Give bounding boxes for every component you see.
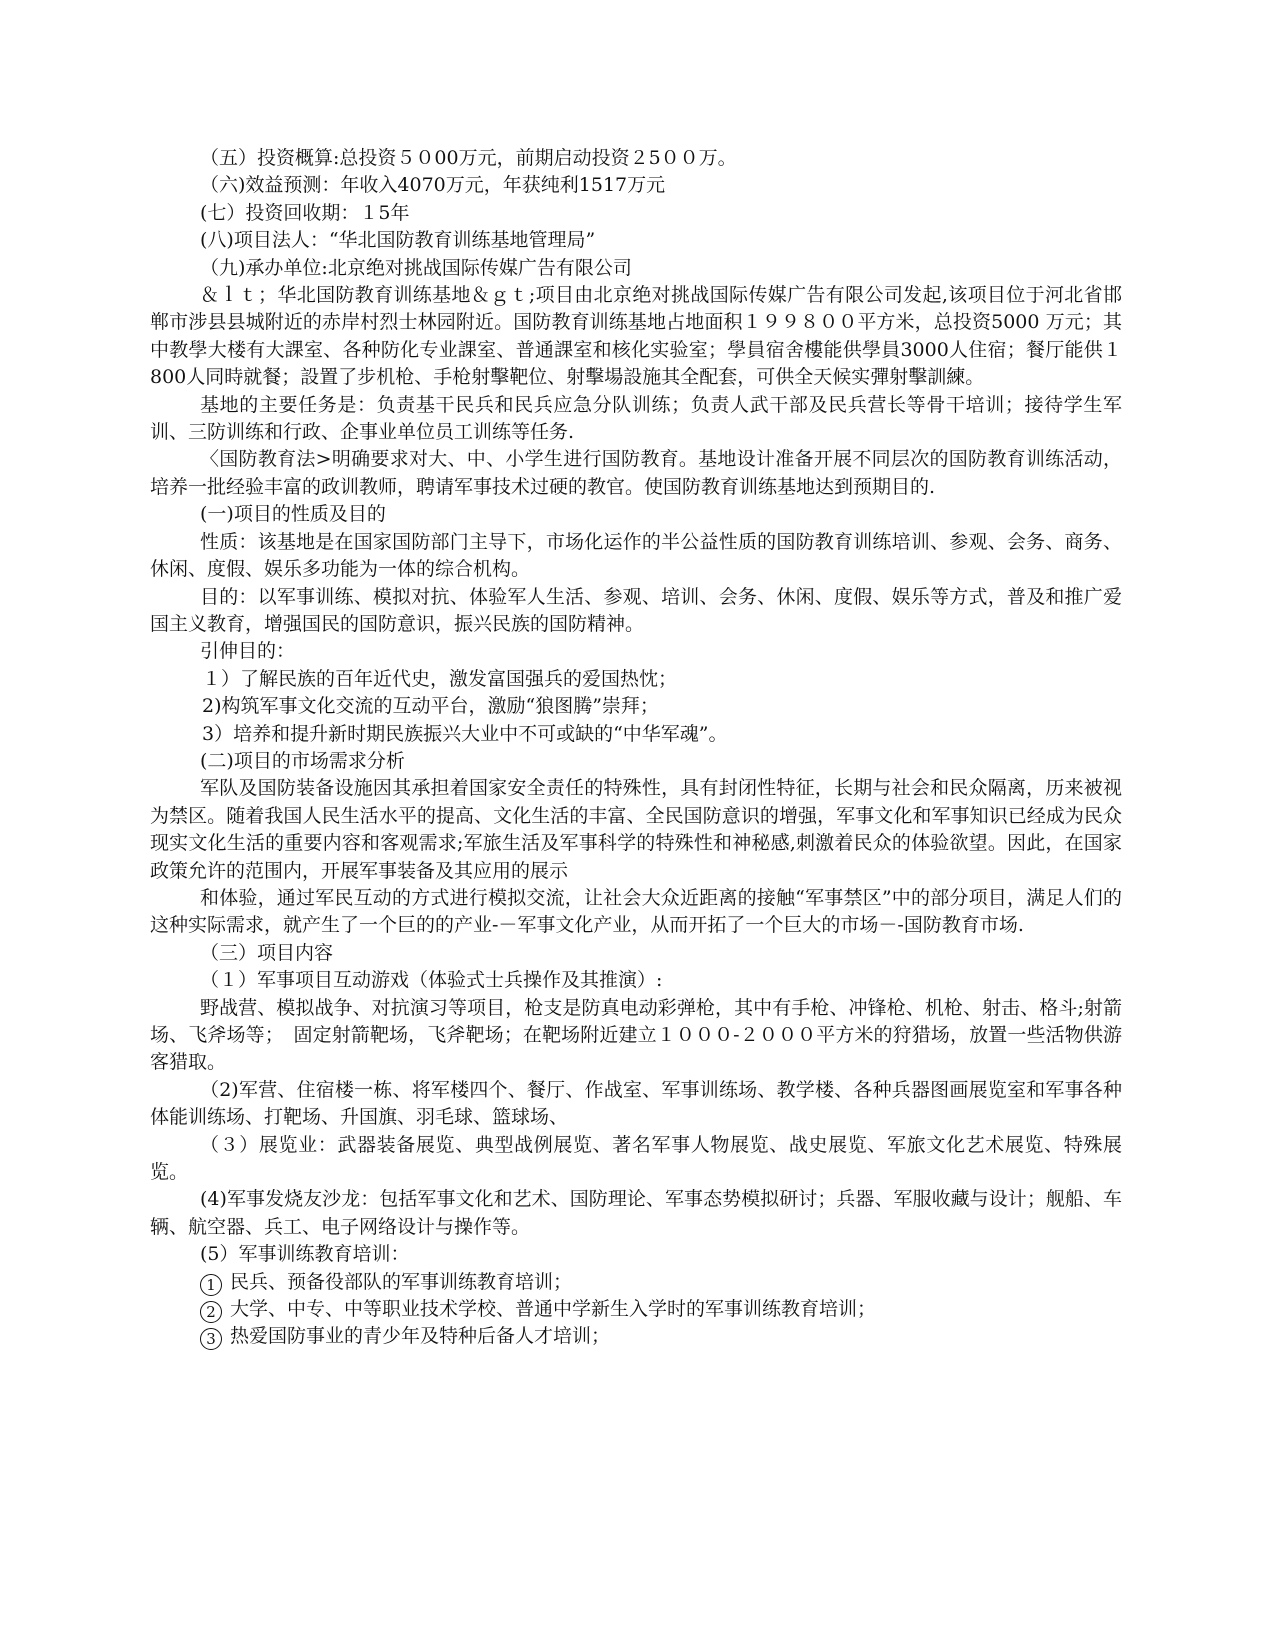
paragraph-legal-person: (八)项目法人：“华北国防教育训练基地管理局” bbox=[200, 229, 596, 252]
document-body bbox=[150, 145, 1122, 1351]
list-item: １）了解民族的百年近代史，激发富国强兵的爱国热忱； bbox=[202, 667, 678, 690]
list-item: 2)构筑军事文化交流的互动平台，激励“狼图腾”崇拜； bbox=[202, 695, 659, 718]
paragraph-market-1: 军队及国防装备设施因其承担着国家安全责任的特殊性，具有封闭性特征，长期与社会和民众隔离，历来被视为禁区。随着我国人民生活水平的提高、文化生活的丰富、全民国防意识的增强，军事文化和军事知识已经成为民众现实文化生活的重要内容和客观需求;军旅生活及军事科学的特殊性和神秘感,刺激着民众的体验欲望。因此，在国家政策允许的范围内，开展军事装备及其应用的展示 bbox=[150, 777, 1122, 882]
heading-market-demand: (二)项目的市场需求分析 bbox=[200, 749, 405, 772]
paragraph-investment: （五）投资概算:总投资５０00万元，前期启动投资２5００万。 bbox=[200, 147, 737, 169]
numbered-item-text: 热爱国防事业的青少年及特种后备人才培训； bbox=[230, 1325, 611, 1348]
circled-number: 2 bbox=[200, 1301, 222, 1323]
paragraph-barracks: （2)军营、住宿楼一栋、将军楼四个、餐厅、作战室、军事训练场、教学楼、各种兵器图画展览室和军事各种体能训练场、打靶场、升国旗、羽毛球、篮球场、 bbox=[150, 1078, 1122, 1129]
heading-nature-purpose: (一)项目的性质及目的 bbox=[200, 503, 386, 526]
heading-training: (5）军事训练教育培训： bbox=[200, 1243, 410, 1266]
paragraph-contractor: （九)承办单位:北京绝对挑战国际传媒广告有限公司 bbox=[200, 256, 632, 279]
paragraph-field-camp: 野战营、模拟战争、对抗演习等项目，枪支是防真电动彩弹枪，其中有手枪、冲锋枪、机枪、射击、格斗;射箭场、飞斧场等； 固定射箭靶场，飞斧靶场；在靶场附近建立１０００-２０００平方米的狩猎场，放置一些活物供游客猎取。 bbox=[150, 996, 1122, 1074]
paragraph-base-tasks: 基地的主要任务是：负责基干民兵和民兵应急分队训练；负责人武干部及民兵营长等骨干培训；接待学生军训、三防训练和行政、企事业单位员工训练等任务. bbox=[150, 393, 1122, 444]
paragraph-base-intro: ＆ｌｔ；华北国防教育训练基地＆ｇｔ;项目由北京绝对挑战国际传媒广告有限公司发起,该项目位于河北省邯郸市涉县县城附近的赤岸村烈士林园附近。国防教育训练基地占地面积１９９８００平方米，总投资5000 万元；其中教學大楼有大課室、各种防化专业課室、普通課室和核化实验室；學員宿舍樓能供學員3000人住宿；餐厅能供１800人同時就餐；設置了步机枪、手枪射擊靶位、射擊場設施其全配套，可供全天候实彈射擊訓練。 bbox=[150, 284, 1122, 389]
numbered-item bbox=[150, 1296, 1122, 1323]
numbered-item bbox=[150, 1269, 1122, 1296]
paragraph-purpose: 目的：以军事训练、模拟对抗、体验军人生活、参观、培训、会务、休闲、度假、娱乐等方式，普及和推广爱国主义教育，增强国民的国防意识，振兴民族的国防精神。 bbox=[150, 585, 1122, 635]
numbered-item-text: 民兵、预备役部队的军事训练教育培训； bbox=[230, 1270, 573, 1293]
numbered-item-text: 大学、中专、中等职业技术学校、普通中学新生入学时的军事训练教育培训； bbox=[230, 1298, 877, 1321]
heading-project-content: （三）项目内容 bbox=[200, 941, 334, 964]
paragraph-benefit: （六)效益预测：年收入4070万元，年获纯利1517万元 bbox=[200, 174, 666, 197]
paragraph-exhibition: （３）展览业：武器装备展览、典型战例展览、著名军事人物展览、战史展览、军旅文化艺术展览、特殊展览。 bbox=[150, 1133, 1122, 1184]
list-item: 3）培养和提升新时期民族振兴大业中不可或缺的“中华军魂”。 bbox=[202, 722, 728, 745]
circled-number: 1 bbox=[200, 1274, 222, 1296]
circled-number: 3 bbox=[200, 1328, 222, 1350]
numbered-item bbox=[150, 1323, 1122, 1350]
paragraph-education-law: 〈国防教育法>明确要求对大、中、小学生进行国防教育。基地设计准备开展不同层次的国防教育训练活动，培养一批经验丰富的政训教师，聘请军事技术过硬的教官。使国防教育训练基地达到预期目的. bbox=[150, 448, 1122, 498]
heading-interactive-games: （１）军事项目互动游戏（体验式士兵操作及其推演）: bbox=[200, 969, 663, 992]
heading-extended-purpose: 引伸目的： bbox=[200, 640, 296, 663]
paragraph-market-2: 和体验，通过军民互动的方式进行模拟交流，让社会大众近距离的接触“军事禁区”中的部分项目，满足人们的这种实际需求，就产生了一个巨的的产业-－军事文化产业，从而开拓了一个巨大的市场－-国防教育市场. bbox=[150, 886, 1122, 937]
paragraph-nature: 性质：该基地是在国家国防部门主导下，市场化运作的半公益性质的国防教育训练培训、参观、会务、商务、休闲、度假、娱乐多功能为一体的综合机构。 bbox=[150, 530, 1122, 581]
paragraph-payback: (七）投资回收期：１5年 bbox=[200, 201, 410, 224]
paragraph-salon: (4)军事发烧友沙龙：包括军事文化和艺术、国防理论、军事态势模拟研讨；兵器、军服收藏与设计；舰船、车辆、航空器、兵工、电子网络设计与操作等。 bbox=[150, 1188, 1122, 1238]
